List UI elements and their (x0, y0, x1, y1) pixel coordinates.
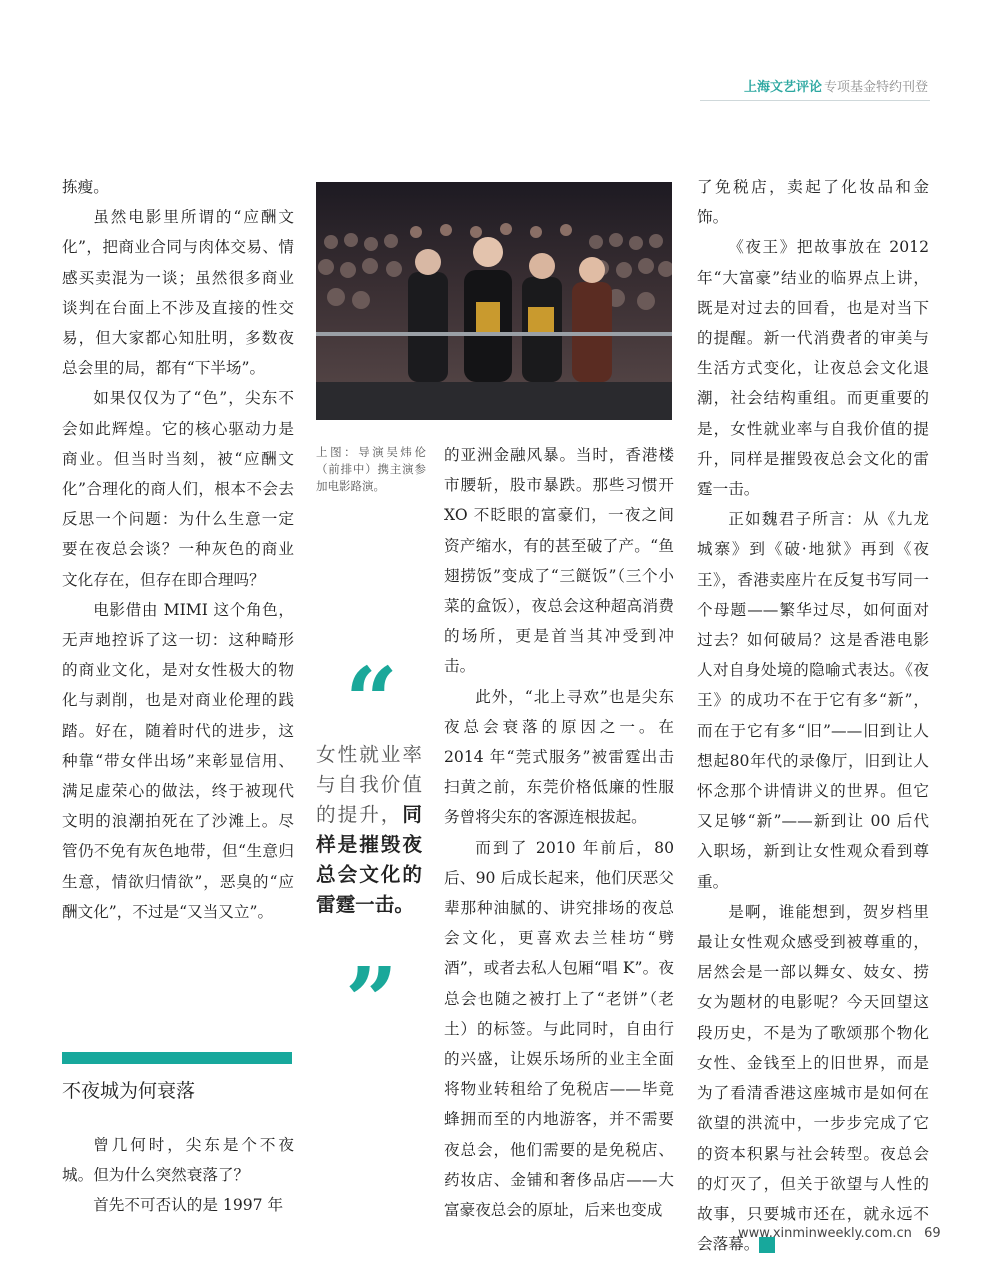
paragraph: 了免税店，卖起了化妆品和金饰。 (697, 178, 929, 227)
page-header (744, 76, 928, 95)
article-column-1-continued (62, 1130, 294, 1221)
article-column-4 (697, 172, 929, 1259)
page-footer (738, 1226, 941, 1241)
paragraph: 正如魏君子所言：从《九龙城寨》到《破·地狱》再到《夜王》，香港卖座片在反复书写同一个母题——繁华过尽，如何面对过去？如何破局？这是香港电影人对自身处境的隐喻式表达。《夜王》的成功不在于它有多“新”，而在于它有多“旧”——旧到让人想起80年代的录像厅，旧到让人怀念那个讲情讲义的世界。但它又足够“新”——新到让 00 后代入职场，新到让女性观众看到尊重。 (697, 510, 929, 891)
paragraph-text: 是啊，谁能想到，贺岁档里最让女性观众感受到被尊重的，居然会是一部以舞女、妓女、捞女为题材的电影呢？今天回望这段历史，不是为了歌颂那个物化女性、金钱至上的旧世界，而是为了看清香港这座城市是如何在欲望的洪流中，一步步完成了它的资本积累与社会转型。夜总会的灯灭了，但关于欲望与人性的故事，只要城市还在，就永远不会落幕。 (697, 902, 929, 1254)
header-brand: 上海文艺评论 (743, 80, 822, 95)
article-column-1 (62, 172, 294, 927)
paragraph: 首先不可否认的是 1997 年 (93, 1196, 284, 1215)
quote-open-mark: “ (345, 647, 398, 755)
paragraph: 的亚洲金融风暴。当时，香港楼市腰斩，股市暴跌。那些习惯开 XO 不眨眼的富豪们，一夜之间资产缩水，有的甚至破了产。“鱼翅捞饭”变成了“三餸饭”（三个小菜的盒饭），夜总会这种超高消费的场所，更是首当其冲受到冲击。 (444, 446, 674, 676)
paragraph: 如果仅仅为了“色”，尖东不会如此辉煌。它的核心驱动力是商业。但当时当刻，被“应酬文化”合理化的商人们，根本不会去反思一个问题：为什么生意一定要在夜总会谈？一种灰色的商业文化存在，但存在即合理吗？ (62, 389, 294, 589)
paragraph: 此外，“北上寻欢”也是尖东夜总会衰落的原因之一。在 2014 年“莞式服务”被雷霆出击扫黄之前，东莞价格低廉的性服务曾将尖东的客源连根拔起。 (444, 687, 674, 827)
paragraph: 电影借由 MIMI 这个角色，无声地控诉了这一切：这种畸形的商业文化，是对女性极大的物化与剥削，也是对商业伦理的践踏。好在，随着时代的进步，这种靠“带女伴出场”来彰显信用、满足虚荣心的做法，终于被现代文明的浪潮拍死在了沙滩上。尽管仍不免有灰色地带，但“生意归生意，情欲归情欲”，恶臭的“应酬文化”，不过是“又当又立”。 (62, 600, 294, 921)
pull-quote-bold: 同样是摧毁夜总会文化的雷霆一击。 (316, 803, 422, 916)
page-number: 69 (924, 1226, 941, 1241)
paragraph: 虽然电影里所谓的“应酬文化”，把商业合同与肉体交易、情感买卖混为一谈；虽然很多商业谈判在台面上不涉及直接的性交易，但大家都心知肚明，多数夜总会里的局，都有“下半场”。 (62, 208, 294, 378)
paragraph: 《夜王》把故事放在 2012 年“大富豪”结业的临界点上讲，既是对过去的回看，也是对当下的提醒。新一代消费者的审美与生活方式变化，让夜总会文化退潮，社会结构重组。而更重要的是，女性就业率与自我价值的提升，同样是摧毁夜总会文化的雷霆一击。 (697, 238, 929, 499)
photo-caption: 上图：导演吴炜伦（前排中）携主演参加电影路演。 (316, 445, 426, 493)
header-subtitle: 专项基金特约刊登 (823, 80, 928, 95)
paragraph: 曾几何时，尖东是个不夜城。但为什么突然衰落了？ (62, 1136, 294, 1185)
event-photo-image (316, 182, 672, 420)
pull-quote (316, 740, 422, 920)
paragraph: 拣瘦。 (62, 178, 109, 196)
paragraph (697, 897, 929, 1259)
footer-url[interactable]: www.xinminweekly.com.cn (738, 1226, 912, 1241)
end-mark-icon: 民 (759, 1237, 775, 1253)
article-column-3 (444, 440, 674, 1225)
pull-quote-normal: 女性就业率与自我价值的提升， (316, 743, 422, 826)
header-rule (700, 100, 930, 101)
section-bar (62, 1052, 292, 1064)
paragraph: 而到了 2010 年前后，80 后、90 后成长起来，他们厌恶父辈那种油腻的、讲究排场的夜总会文化，更喜欢去兰桂坊“劈酒”，或者去私人包厢“唱 K”。夜总会也随之被打上了“老饼”（老土）的标签。与此同时，自由行的兴盛，让娱乐场所的业主全面将物业转租给了免税店——毕竟蜂拥而至的内地游客，并不需要夜总会，他们需要的是免税店、药妆店、金铺和奢侈品店——大富豪夜总会的原址，后来也变成 (444, 838, 674, 1220)
event-photo (316, 182, 672, 420)
quote-close-mark: ” (345, 947, 398, 1055)
section-title: 不夜城为何衰落 (62, 1080, 196, 1102)
